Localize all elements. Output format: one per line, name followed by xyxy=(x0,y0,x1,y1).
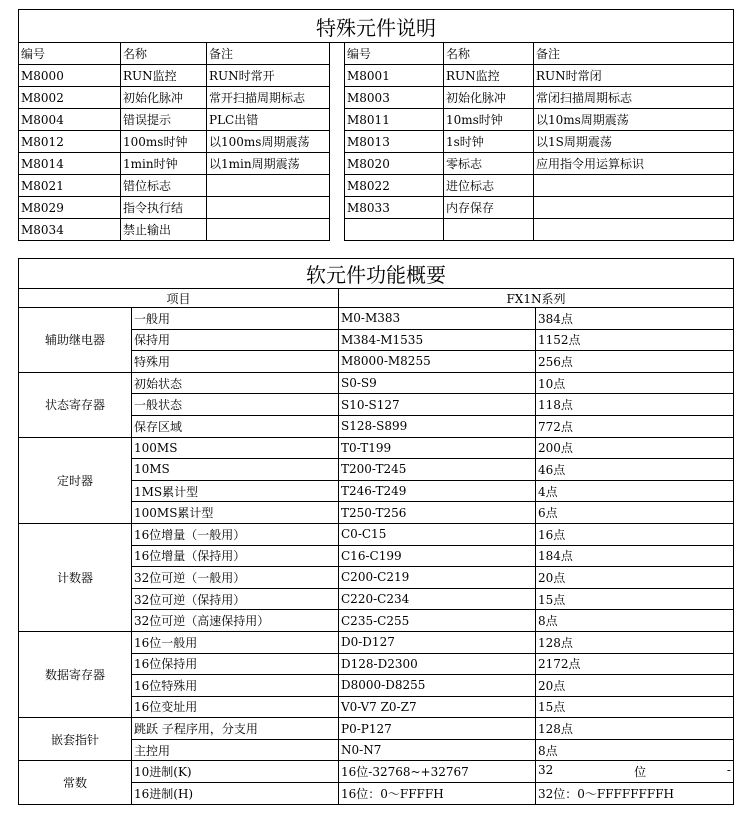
table-cell: 进位标志 xyxy=(444,175,534,197)
table-row xyxy=(19,308,734,330)
table-cell: RUN监控 xyxy=(121,65,207,87)
table-cell xyxy=(534,197,734,219)
table-cell: 16位增量（保持用） xyxy=(132,545,339,567)
table-cell: N0-N7 xyxy=(339,739,536,761)
header-cell: 编号 xyxy=(19,43,121,65)
group-label: 数据寄存器 xyxy=(19,631,132,717)
table-cell: 16位一般用 xyxy=(132,631,339,653)
table-cell: 16位增量（一般用） xyxy=(132,523,339,545)
table-cell: 15点 xyxy=(536,696,734,718)
table-cell: 8点 xyxy=(536,739,734,761)
table-cell: T250-T256 xyxy=(339,502,536,524)
table-cell: 10MS xyxy=(132,459,339,481)
table-cell: 32位可逆（高速保持用） xyxy=(132,610,339,632)
table-cell: M8021 xyxy=(19,175,121,197)
table-cell: M384-M1535 xyxy=(339,329,536,351)
table-cell: 200点 xyxy=(536,437,734,459)
table-cell: 100MS xyxy=(132,437,339,459)
table-cell xyxy=(207,175,330,197)
table-cell: 100MS累计型 xyxy=(132,502,339,524)
table-cell: S10-S127 xyxy=(339,394,536,416)
table-cell: RUN监控 xyxy=(444,65,534,87)
header-series: FX1N系列 xyxy=(339,289,734,308)
table-cell: 772点 xyxy=(536,415,734,437)
group-label: 定时器 xyxy=(19,437,132,523)
table-cell: 特殊用 xyxy=(132,351,339,373)
table-cell: 保存区域 xyxy=(132,415,339,437)
table-row xyxy=(19,631,734,653)
table-cell: 128点 xyxy=(536,718,734,740)
table-cell: 32位：0～FFFFFFFFH xyxy=(536,783,734,805)
table-cell: 初始化脉冲 xyxy=(444,87,534,109)
table-cell: 16位保持用 xyxy=(132,653,339,675)
table-cell: M8002 xyxy=(19,87,121,109)
table-row xyxy=(19,718,734,740)
table-cell: 184点 xyxy=(536,545,734,567)
const-k-32-part: - xyxy=(726,763,731,778)
header-cell: 编号 xyxy=(345,43,444,65)
table-cell: 16位：0～FFFFH xyxy=(339,783,536,805)
table-cell: V0-V7 Z0-Z7 xyxy=(339,696,536,718)
table-cell: 100ms时钟 xyxy=(121,131,207,153)
header-cell: 备注 xyxy=(534,43,734,65)
table-cell: RUN时常闭 xyxy=(534,65,734,87)
table-cell: D0-D127 xyxy=(339,631,536,653)
table-cell: P0-P127 xyxy=(339,718,536,740)
table-cell: 46点 xyxy=(536,459,734,481)
table-cell: 256点 xyxy=(536,351,734,373)
table-cell: M8004 xyxy=(19,109,121,131)
table-cell: 初始化脉冲 xyxy=(121,87,207,109)
group-label: 辅助继电器 xyxy=(19,308,132,373)
table-cell: M8011 xyxy=(345,109,444,131)
table-cell: 以10ms周期震荡 xyxy=(534,109,734,131)
table-row xyxy=(19,219,734,241)
table-cell: 一般状态 xyxy=(132,394,339,416)
table-row xyxy=(19,372,734,394)
table-cell: 10点 xyxy=(536,372,734,394)
table-cell: S0-S9 xyxy=(339,372,536,394)
table-cell: 指令执行结 xyxy=(121,197,207,219)
table-cell: M8022 xyxy=(345,175,444,197)
table-cell: M8000 xyxy=(19,65,121,87)
special-elements-title: 特殊元件说明 xyxy=(19,10,734,43)
table-cell: 128点 xyxy=(536,631,734,653)
table-cell: 主控用 xyxy=(132,739,339,761)
table-cell: M8014 xyxy=(19,153,121,175)
table-cell: M0-M383 xyxy=(339,308,536,330)
table-cell: T0-T199 xyxy=(339,437,536,459)
soft-elements-summary-table xyxy=(18,258,734,805)
table-header-row xyxy=(19,289,734,308)
table-cell: M8029 xyxy=(19,197,121,219)
table-cell xyxy=(536,761,734,783)
table-cell: C235-C255 xyxy=(339,610,536,632)
table-row xyxy=(19,109,734,131)
const-k-32-part: 32 xyxy=(538,763,554,778)
table-cell: D8000-D8255 xyxy=(339,675,536,697)
table-cell: 以100ms周期震荡 xyxy=(207,131,330,153)
table-cell: C220-C234 xyxy=(339,588,536,610)
table-cell: M8033 xyxy=(345,197,444,219)
table-cell: 1MS累计型 xyxy=(132,480,339,502)
table-cell xyxy=(534,219,734,241)
table-cell: 16点 xyxy=(536,523,734,545)
table-cell: M8020 xyxy=(345,153,444,175)
group-label: 常数 xyxy=(19,761,132,804)
table-cell: 内存保存 xyxy=(444,197,534,219)
table-header-row xyxy=(19,43,734,65)
header-cell: 名称 xyxy=(444,43,534,65)
table-cell: 2172点 xyxy=(536,653,734,675)
table-cell: 32位可逆（一般用） xyxy=(132,567,339,589)
table-row xyxy=(19,437,734,459)
table-cell xyxy=(207,219,330,241)
table-cell: 20点 xyxy=(536,675,734,697)
table-cell: T200-T245 xyxy=(339,459,536,481)
table-cell: 32位可逆（保持用） xyxy=(132,588,339,610)
table-row xyxy=(19,175,734,197)
table-row xyxy=(19,131,734,153)
table-cell: 15点 xyxy=(536,588,734,610)
const-k-32-part: 位 xyxy=(634,765,647,780)
table-cell: 禁止输出 xyxy=(121,219,207,241)
table-cell: C0-C15 xyxy=(339,523,536,545)
header-item: 项目 xyxy=(19,289,339,308)
table-cell: RUN时常开 xyxy=(207,65,330,87)
table-cell: M8013 xyxy=(345,131,444,153)
table-cell: 16位变址用 xyxy=(132,696,339,718)
table-cell: M8000-M8255 xyxy=(339,351,536,373)
group-label: 嵌套指针 xyxy=(19,718,132,761)
table-cell xyxy=(345,219,444,241)
table-cell xyxy=(534,175,734,197)
table-cell: 常开扫描周期标志 xyxy=(207,87,330,109)
table-cell: 10进制(K) xyxy=(132,761,339,783)
table-row xyxy=(19,87,734,109)
table-cell: 384点 xyxy=(536,308,734,330)
table-cell: 以1min周期震荡 xyxy=(207,153,330,175)
table-cell: 1s时钟 xyxy=(444,131,534,153)
group-label: 计数器 xyxy=(19,523,132,631)
table-cell: 跳跃 子程序用，分支用 xyxy=(132,718,339,740)
table-cell: 20点 xyxy=(536,567,734,589)
table-cell: 118点 xyxy=(536,394,734,416)
table-cell: 1min时钟 xyxy=(121,153,207,175)
table-row xyxy=(19,197,734,219)
table-cell: M8034 xyxy=(19,219,121,241)
table-row xyxy=(19,153,734,175)
table-cell: 保持用 xyxy=(132,329,339,351)
table-row xyxy=(19,761,734,783)
table-cell: M8012 xyxy=(19,131,121,153)
table-cell: 错误提示 xyxy=(121,109,207,131)
table-cell: C16-C199 xyxy=(339,545,536,567)
table-cell: 一般用 xyxy=(132,308,339,330)
table-cell: T246-T249 xyxy=(339,480,536,502)
table-cell: 零标志 xyxy=(444,153,534,175)
special-elements-table xyxy=(18,9,734,241)
table-cell: 16进制(H) xyxy=(132,783,339,805)
table-row xyxy=(19,65,734,87)
table-cell: M8001 xyxy=(345,65,444,87)
table-cell: 10ms时钟 xyxy=(444,109,534,131)
table-cell: 应用指令用运算标识 xyxy=(534,153,734,175)
table-cell: S128-S899 xyxy=(339,415,536,437)
table-cell: 错位标志 xyxy=(121,175,207,197)
table-cell: C200-C219 xyxy=(339,567,536,589)
table-cell: 初始状态 xyxy=(132,372,339,394)
table-cell xyxy=(207,197,330,219)
header-cell: 备注 xyxy=(207,43,330,65)
table-cell: 16位-32768~+32767 xyxy=(339,761,536,783)
table-cell: 常闭扫描周期标志 xyxy=(534,87,734,109)
group-label: 状态寄存器 xyxy=(19,372,132,437)
header-cell: 名称 xyxy=(121,43,207,65)
table-cell: 8点 xyxy=(536,610,734,632)
table-cell: 16位特殊用 xyxy=(132,675,339,697)
table-cell: 6点 xyxy=(536,502,734,524)
table-cell: PLC出错 xyxy=(207,109,330,131)
table-cell: M8003 xyxy=(345,87,444,109)
column-gap xyxy=(330,43,345,241)
table-cell: 4点 xyxy=(536,480,734,502)
table-cell: D128-D2300 xyxy=(339,653,536,675)
table-row xyxy=(19,523,734,545)
table-cell: 1152点 xyxy=(536,329,734,351)
soft-elements-title: 软元件功能概要 xyxy=(19,259,734,289)
table-cell: 以1S周期震荡 xyxy=(534,131,734,153)
table-cell xyxy=(444,219,534,241)
